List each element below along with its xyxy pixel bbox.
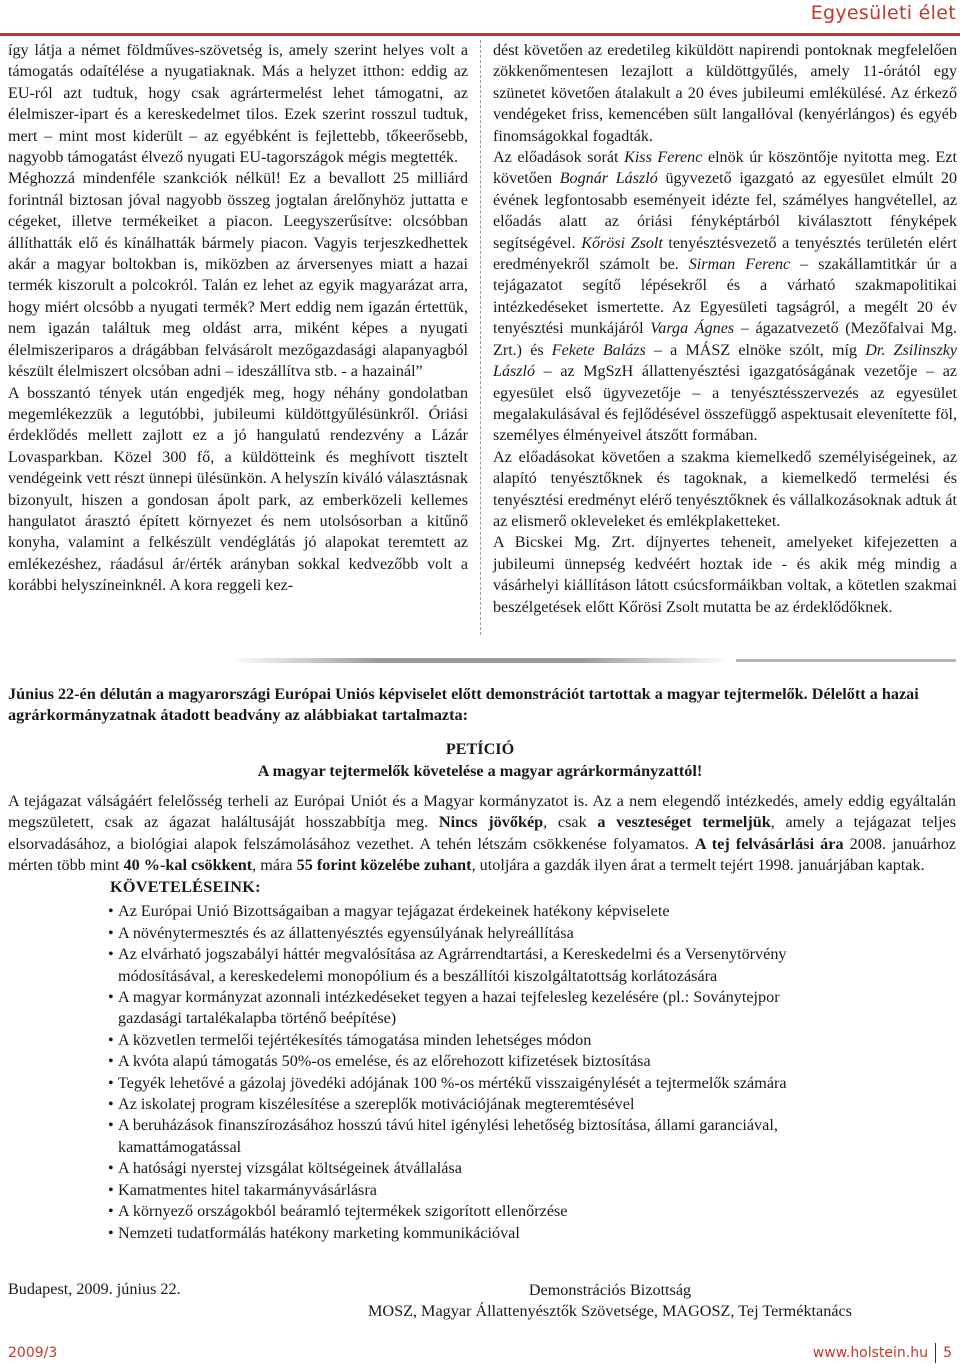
- footer-website-link[interactable]: www.holstein.hu: [812, 1345, 928, 1361]
- signature-block: [340, 1280, 880, 1323]
- list-item: • A magyar kormányzat azonnali intézkedéseket tegyen a hazai tejfelesleg kezelésére (pl.: Soványtejpor gazdasági tartalékalapba történő beépítése): [108, 988, 780, 1028]
- list-item: • Az elvárható jogszabályi háttér megvalósítása az Agrárrendtartási, a Kereskedelmi és a Versenytörvény módosításával, a kereskedelemi monopólium és a beszállítói kiszolgáltatottság korlátozására: [108, 945, 787, 985]
- petition-heading: [0, 738, 960, 782]
- petition-lead: Június 22-én délután a magyarországi Európai Uniós képviselet előtt demonstrációt tartottak a magyar tejtermelők. Délelőtt a hazai agrárkormányzatnak átadott beadvány az alábbiakat tartalmazta:: [8, 685, 919, 724]
- list-item: • Nemzeti tudatformálás hatékony marketing kommunikációval: [108, 1223, 520, 1242]
- petition-body: A tejágazat válságáért felelősség terheli az Európai Uniót és a Magyar kormányzatot is. Az a nem elegendő intézkedés, amely eddig egyáltalán megszületett, csak az ágazat haláltusáját hosszabbítja meg. Nincs jövőkép, csak a veszteséget termeljük, amely a tejágazat teljes elsorvadásához, a biológiai alapok felszámolásához vezethet. A tehén létszám csökkenése folyamatos. A tej felvásárlási ára 2008. januárhoz mérten több mint 40 %-kal csökkent, mára 55 forint közelébe zuhant, utoljára a gazdák ilyen árat a termelt tejért 1998. januárjában kaptak.: [8, 792, 956, 875]
- list-item: • A beruházások finanszírozásához hosszú távú hitel igénylési lehetőség biztosítása, állami garanciával, kamattámogatással: [108, 1116, 778, 1156]
- list-item: • A hatósági nyerstej vizsgálat költségeinek átvállalása: [108, 1159, 462, 1178]
- person-name: Bognár László: [559, 170, 658, 188]
- right-paragraph-1: dést követően az eredetileg kiküldött napirendi pontoknak megfelelően zökkenőmentesen lezajlott a küldöttgyűlés, amely 11-órától egy szünetet követően átalakult a 20 éves jubileumi emlékülésé. Az érkező vendégeket friss, kemencében sült langallóval (kenyérlángos) és egyéb finomságokkal fogadták.: [493, 42, 957, 145]
- person-name: Fekete Balázs: [551, 341, 646, 359]
- petition-subtitle: A magyar tejtermelők követelése a magyar agrárkormányzattól!: [257, 762, 703, 780]
- place-date: Budapest, 2009. június 22.: [8, 1280, 181, 1298]
- list-item: • Kamatmentes hitel takarmányvásárlásra: [108, 1180, 377, 1199]
- demands-list: [108, 901, 868, 1244]
- section-separator: [230, 658, 730, 663]
- article-right-column: [493, 40, 957, 618]
- page-number: 5: [943, 1345, 952, 1361]
- petition-title: PETÍCIÓ: [445, 740, 515, 758]
- list-item: • Az iskolatej program kiszélesítése a szereplők motivációjának megteremtésével: [108, 1095, 635, 1114]
- right-paragraph-4: A Bicskei Mg. Zrt. díjnyertes teheneit, amelyeket kifejezetten a jubileumi ünnepség kedvéért hoztak ide - és akik még mindig a vásárhelyi kiállításon látott csúcsformáikban voltak, a kötetlen szakmai beszélgetések előtt Kőrösi Zsolt mutatta be az érdeklődőknek.: [493, 534, 957, 616]
- person-name: Dr. Zsilinszky László: [493, 341, 957, 381]
- left-paragraph-1: így látja a német földműves-szövetség is, amely szerint helyes volt a támogatás odaítélése a nyugatiaknak. Más a helyzet itthon: eddig az EU-ról azt tudtuk, hogy csak agrártermelést lehet támogatni, az élelmiszer-ipart és a kereskedelmet tilos. Ezek szerint rosszul tudtuk, mert – mint most kiderült – az egyébként is fejlettebb, tőkeerősebb, nagyobb támogatást élvező nyugati EU-tagországok mégis megtették.: [8, 42, 468, 167]
- person-name: Sirman Ferenc: [688, 256, 791, 274]
- person-name: Kőrösi Zsolt: [581, 234, 663, 252]
- list-item: • Az Európai Unió Bizottságaiban a magyar tejágazat érdekeinek hatékony képviselete: [108, 902, 670, 921]
- left-paragraph-3: A bosszantó tények után engedjék meg, hogy néhány gondolatban megemlékezzük a legutóbbi, jubileumi küldöttgyűlésünkről. Óriási érdeklődés mellett zajlott ez a jó hangulatú rendezvény a Lázár Lovasparkban. Közel 300 fő, a küldötteink és meghívott tisztelt vendégeink vett részt ünnepi ülésünkön. A helyszín kiváló választásnak bizonyult, hiszen a gondosan ápolt park, az emberközeli kellemes hangulatot árasztó épített környezet és nem utolsósorban a kitűnő konyha, valamint a felkészült vendéglátás jó alapokat teremtett az emlékezéshez, ráadásul ár/érték arányban sokkal kedvezőbb volt a korábbi helyszíneinknél. A kora reggeli kez-: [8, 384, 468, 595]
- article-left-column: [8, 40, 468, 597]
- footer-divider: [935, 1343, 936, 1363]
- column-divider: [480, 40, 481, 635]
- left-paragraph-2: Méghozzá mindenféle szankciók nélkül! Ez a bevallott 25 milliárd forintnál biztosan jóval nagyobb összeg jogtalan árelőnyhöz juttatta e cégeket, illetve termékeiket a piacon. Leegyszerűsítve: olcsóbban állíthatták elő és kínálhatták bármely piacon. Vagyis terjeszkedhettek akár a magyar boltokban is, miközben az árversenyes miatt a hazai termék kiszorult a polcokról. Talán ez lehet az egyik magyarázat arra, hogy miért olcsóbb a nyugati termék? Mert eddig nem igazán értettük, nem igazán találtuk meg oldást arra, miként képes a nyugati élelmiszeriparos a drágábban felvásárolt mezőgazdasági alapanyagból készült élelmiszert olcsóban adni – ideszállítva stb. - a hazainál”: [8, 170, 468, 381]
- list-item: • A kvóta alapú támogatás 50%-os emelése, és az előrehozott kifizetések biztosítása: [108, 1052, 651, 1071]
- list-item: • A növénytermesztés és az állattenyésztés egyensúlyának helyreállítása: [108, 923, 574, 942]
- list-item: • A környező országokból beáramló tejtermékek szigorított ellenőrzése: [108, 1202, 568, 1221]
- demands-heading: KÖVETELÉSEINK:: [110, 878, 261, 896]
- right-paragraph-3: Az előadásokat követően a szakma kiemelkedő személyiségeinek, az alapító tenyésztőknek és tagoknak, a kiemelkedő termelési és tenyésztési eredményt elérő tenyésztőknek és vállalkozásoknak adtuk át az elismerő okleveleket és emlékplaketteket.: [493, 448, 957, 530]
- demands-block: [108, 877, 868, 1244]
- section-title: Egyesületi élet: [810, 2, 956, 24]
- person-name: Kiss Ferenc: [624, 149, 703, 167]
- header-rule: [0, 33, 960, 36]
- section-separator-right: [736, 659, 956, 662]
- signer-committee: Demonstrációs Bizottság: [528, 1281, 692, 1299]
- footer-issue: 2009/3: [8, 1345, 58, 1361]
- signer-organizations: MOSZ, Magyar Állattenyésztők Szövetsége, MAGOSZ, Tej Terméktanács: [367, 1302, 852, 1321]
- person-name: Varga Ágnes: [650, 320, 735, 338]
- list-item: • Tegyék lehetővé a gázolaj jövedéki adójának 100 %-os mértékű visszaigénylését a tejtermelők számára: [108, 1073, 787, 1092]
- right-paragraph-2: Az előadások sorát Kiss Ferenc elnök úr köszöntője nyitotta meg. Ezt követően Bognár László ügyvezető igazgató az egyesület elmúlt 20 évének legfontosabb eseményeit idézte fel, számélyes hangvétellel, az előadás alatt az óriási fényképtárból kiválasztott fényképek segítségével. Kőrösi Zsolt tenyésztésvezető a tenyésztés területén elért eredményekről számolt be. Sirman Ferenc – szakállamtitkár úr a tejágazatot segítő lépésekről és a várható szakmapolitikai intézkedéseket ismertette. Az Egyesületi tagságról, a megélt 20 év tenyésztési munkájáról Varga Ágnes – ágazatvezető (Mezőfalvai Mg. Zrt.) és Fekete Balázs – a MÁSZ elnöke szólt, míg Dr. Zsilinszky László – az MgSzH állattenyésztési igazgatóságának vezetője – az egyesület első ügyvezetője – a tenyésztésszervezés az egyesület megalakulásával és fejlődésével összefüggő aspektusait elevenítette föl, személyes élményeivel átszőtt formában.: [493, 149, 958, 445]
- list-item: • A közvetlen termelői tejértékesítés támogatása minden lehetséges módon: [108, 1030, 592, 1049]
